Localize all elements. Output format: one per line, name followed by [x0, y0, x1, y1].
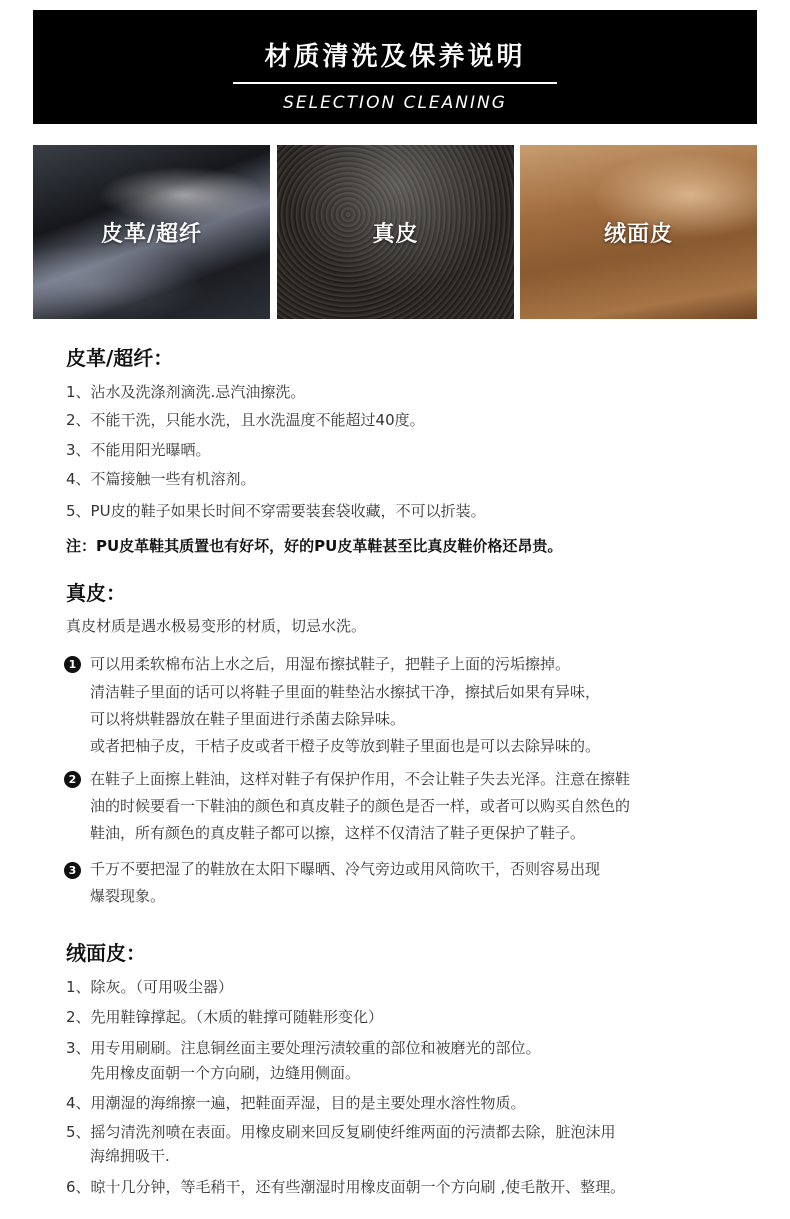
bullet-line: 或者把柚子皮，干桔子皮或者干橙子皮等放到鞋子里面也是可以去除异味的。	[90, 737, 601, 755]
list-item: 1、沾水及洗涤剂滴洗.忌汽油擦洗。	[66, 383, 306, 401]
list-item: 2、不能干洗，只能水洗，且水洗温度不能超过40度。	[66, 411, 425, 429]
list-item: 4、用潮湿的海绵擦一遍，把鞋面弄湿，目的是主要处理水溶性物质。	[66, 1094, 526, 1112]
material-image-suede	[520, 145, 757, 319]
list-item-continuation: 先用橡皮面朝一个方向刷，边缝用侧面。	[90, 1064, 361, 1082]
number-badge-2: 2	[64, 771, 81, 788]
list-item: 4、不篇接触一些有机溶剂。	[66, 470, 256, 488]
number-badge-3: 3	[64, 862, 81, 879]
material-label: 皮革/超纤	[100, 222, 203, 247]
section-title-suede: 绒面皮：	[66, 941, 146, 965]
material-image-genuine	[277, 145, 514, 319]
list-item: 3、不能用阳光曝晒。	[66, 441, 211, 459]
section-title-genuine: 真皮：	[66, 581, 126, 605]
banner-subtitle: SELECTION CLEANING	[283, 93, 507, 113]
list-item: 5、摇匀清洗剂喷在表面。用橡皮刷来回反复刷使纤维两面的污渍都去除，脏泡沫用	[66, 1123, 616, 1141]
material-label: 真皮	[372, 222, 419, 247]
bullet-line: 在鞋子上面擦上鞋油，这样对鞋子有保护作用，不会让鞋子失去光泽。注意在擦鞋	[90, 770, 631, 788]
material-gallery	[33, 145, 757, 319]
bullet-line: 爆裂现象。	[90, 887, 166, 905]
section-title-leather: 皮革/超纤：	[66, 346, 174, 370]
bullet-line: 千万不要把湿了的鞋放在太阳下曝晒、冷气旁边或用风筒吹干，否则容易出现	[90, 860, 601, 878]
bullet-line: 油的时候要看一下鞋油的颜色和真皮鞋子的颜色是否一样，或者可以购买自然色的	[90, 797, 631, 815]
banner-title: 材质清洗及保养说明	[264, 42, 526, 72]
list-item: 2、先用鞋镎撑起。（木质的鞋撑可随鞋形变化）	[66, 1008, 384, 1026]
banner-divider	[233, 82, 557, 84]
list-item: 3、用专用刷刷。注息铜丝面主要处理污渍较重的部位和被磨光的部位。	[66, 1039, 541, 1057]
list-item: 5、PU皮的鞋子如果长时间不穿需要装套袋收藏，不可以折装。	[66, 502, 486, 520]
bullet-line: 鞋油，所有颜色的真皮鞋子都可以擦，这样不仅清洁了鞋子更保护了鞋子。	[90, 824, 586, 842]
list-item: 1、除灰。（可用吸尘器）	[66, 978, 234, 996]
header-banner	[33, 10, 757, 124]
material-label: 绒面皮	[603, 222, 673, 247]
bullet-line: 可以用柔软棉布沾上水之后，用湿布擦拭鞋子，把鞋子上面的污垢擦掉。	[90, 655, 571, 673]
leather-note: 注：PU皮革鞋其质置也有好坏，好的PU皮革鞋甚至比真皮鞋价格还昂贵。	[66, 537, 563, 555]
number-badge-1: 1	[64, 656, 81, 673]
genuine-intro: 真皮材质是遇水极易变形的材质，切忌水洗。	[66, 617, 367, 635]
bullet-line: 清洁鞋子里面的话可以将鞋子里面的鞋垫沾水擦拭干净，擦拭后如果有异味，	[90, 683, 601, 701]
bullet-line: 可以将烘鞋器放在鞋子里面进行杀菌去除异味。	[90, 710, 406, 728]
list-item-continuation: 海绵拥吸干.	[90, 1147, 170, 1165]
list-item: 6、晾十几分钟，等毛稍干，还有些潮湿时用橡皮面朝一个方向刷 ,使毛散开、整理。	[66, 1178, 626, 1196]
material-image-leather	[33, 145, 270, 319]
